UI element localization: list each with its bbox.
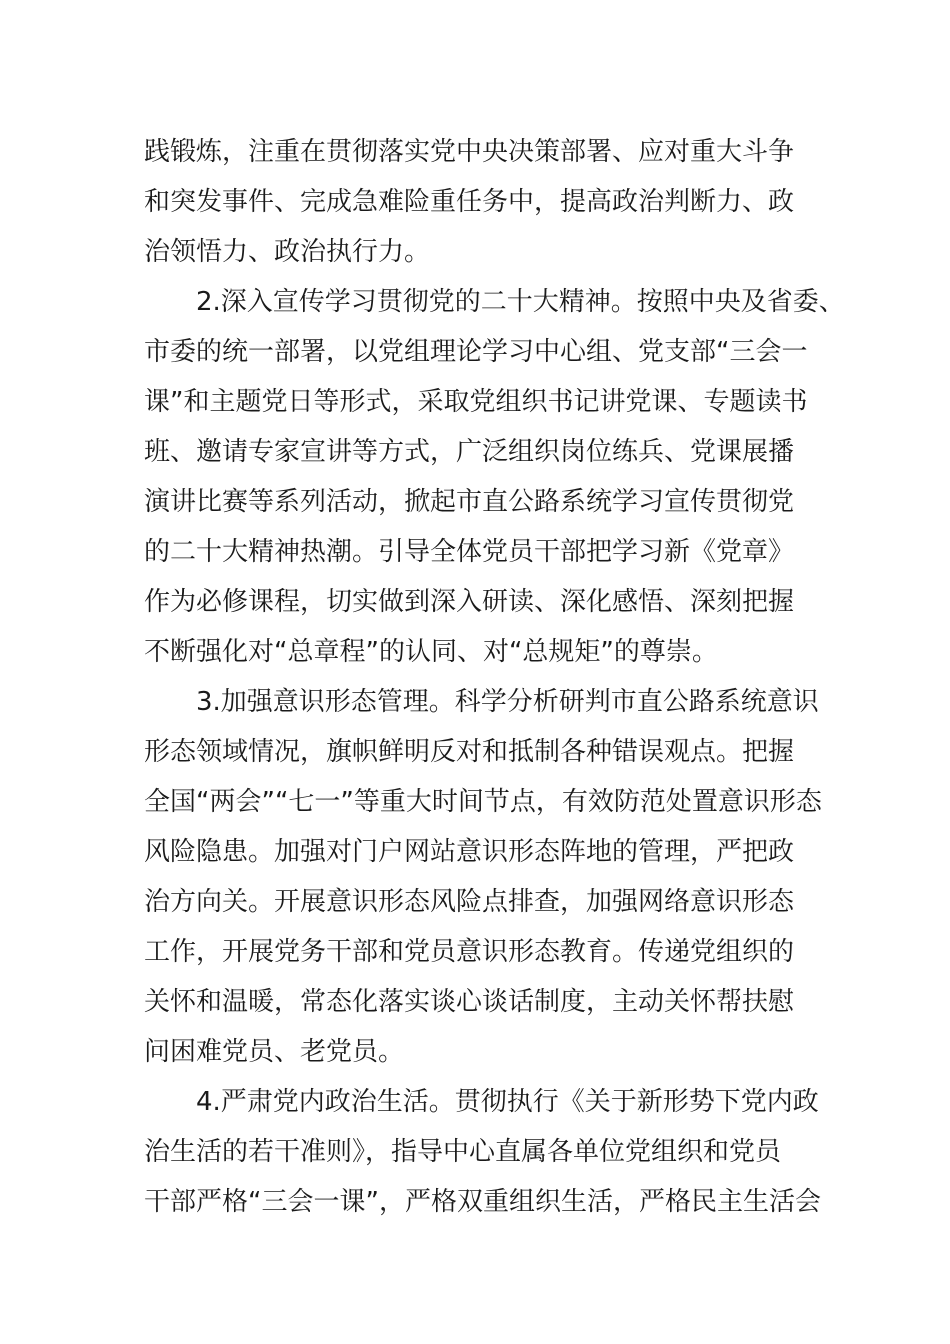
text-line: 践锻炼，注重在贯彻落实党中央决策部署、应对重大斗争 xyxy=(144,137,795,167)
document-body xyxy=(144,127,845,1227)
text-line: 班、邀请专家宣讲等方式，广泛组织岗位练兵、党课展播 xyxy=(144,437,795,467)
text-line: 干部严格“三会一课”，严格双重组织生活，严格民主生活会 xyxy=(144,1187,821,1217)
section-2-heading-line: 2.深入宣传学习贯彻党的二十大精神。按照中央及省委、 xyxy=(196,287,845,317)
text-line: 治领悟力、政治执行力。 xyxy=(144,237,431,267)
text-line: 关怀和温暖，常态化落实谈心谈话制度，主动关怀帮扶慰 xyxy=(144,987,795,1017)
text-line: 问困难党员、老党员。 xyxy=(144,1037,405,1067)
text-line: 和突发事件、完成急难险重任务中，提高政治判断力、政 xyxy=(144,187,795,217)
text-line: 全国“两会”“七一”等重大时间节点，有效防范处置意识形态 xyxy=(144,787,822,817)
text-line: 课”和主题党日等形式，采取党组织书记讲党课、专题读书 xyxy=(144,387,808,417)
text-line: 演讲比赛等系列活动，掀起市直公路系统学习宣传贯彻党 xyxy=(144,487,795,517)
section-3-heading-line: 3.加强意识形态管理。科学分析研判市直公路系统意识 xyxy=(196,687,819,717)
text-line: 治方向关。开展意识形态风险点排查，加强网络意识形态 xyxy=(144,887,795,917)
section-4-heading-line: 4.严肃党内政治生活。贯彻执行《关于新形势下党内政 xyxy=(196,1087,819,1117)
text-line: 作为必修课程，切实做到深入研读、深化感悟、深刻把握 xyxy=(144,587,795,617)
text-line: 的二十大精神热潮。引导全体党员干部把学习新《党章》 xyxy=(144,537,795,567)
text-line: 治生活的若干准则》，指导中心直属各单位党组织和党员 xyxy=(144,1137,782,1167)
text-line: 市委的统一部署，以党组理论学习中心组、党支部“三会一 xyxy=(144,337,808,367)
text-line: 工作，开展党务干部和党员意识形态教育。传递党组织的 xyxy=(144,937,795,967)
text-line: 风险隐患。加强对门户网站意识形态阵地的管理，严把政 xyxy=(144,837,795,867)
text-line: 形态领域情况，旗帜鲜明反对和抵制各种错误观点。把握 xyxy=(144,737,795,767)
text-line: 不断强化对“总章程”的认同、对“总规矩”的尊崇。 xyxy=(144,637,718,667)
